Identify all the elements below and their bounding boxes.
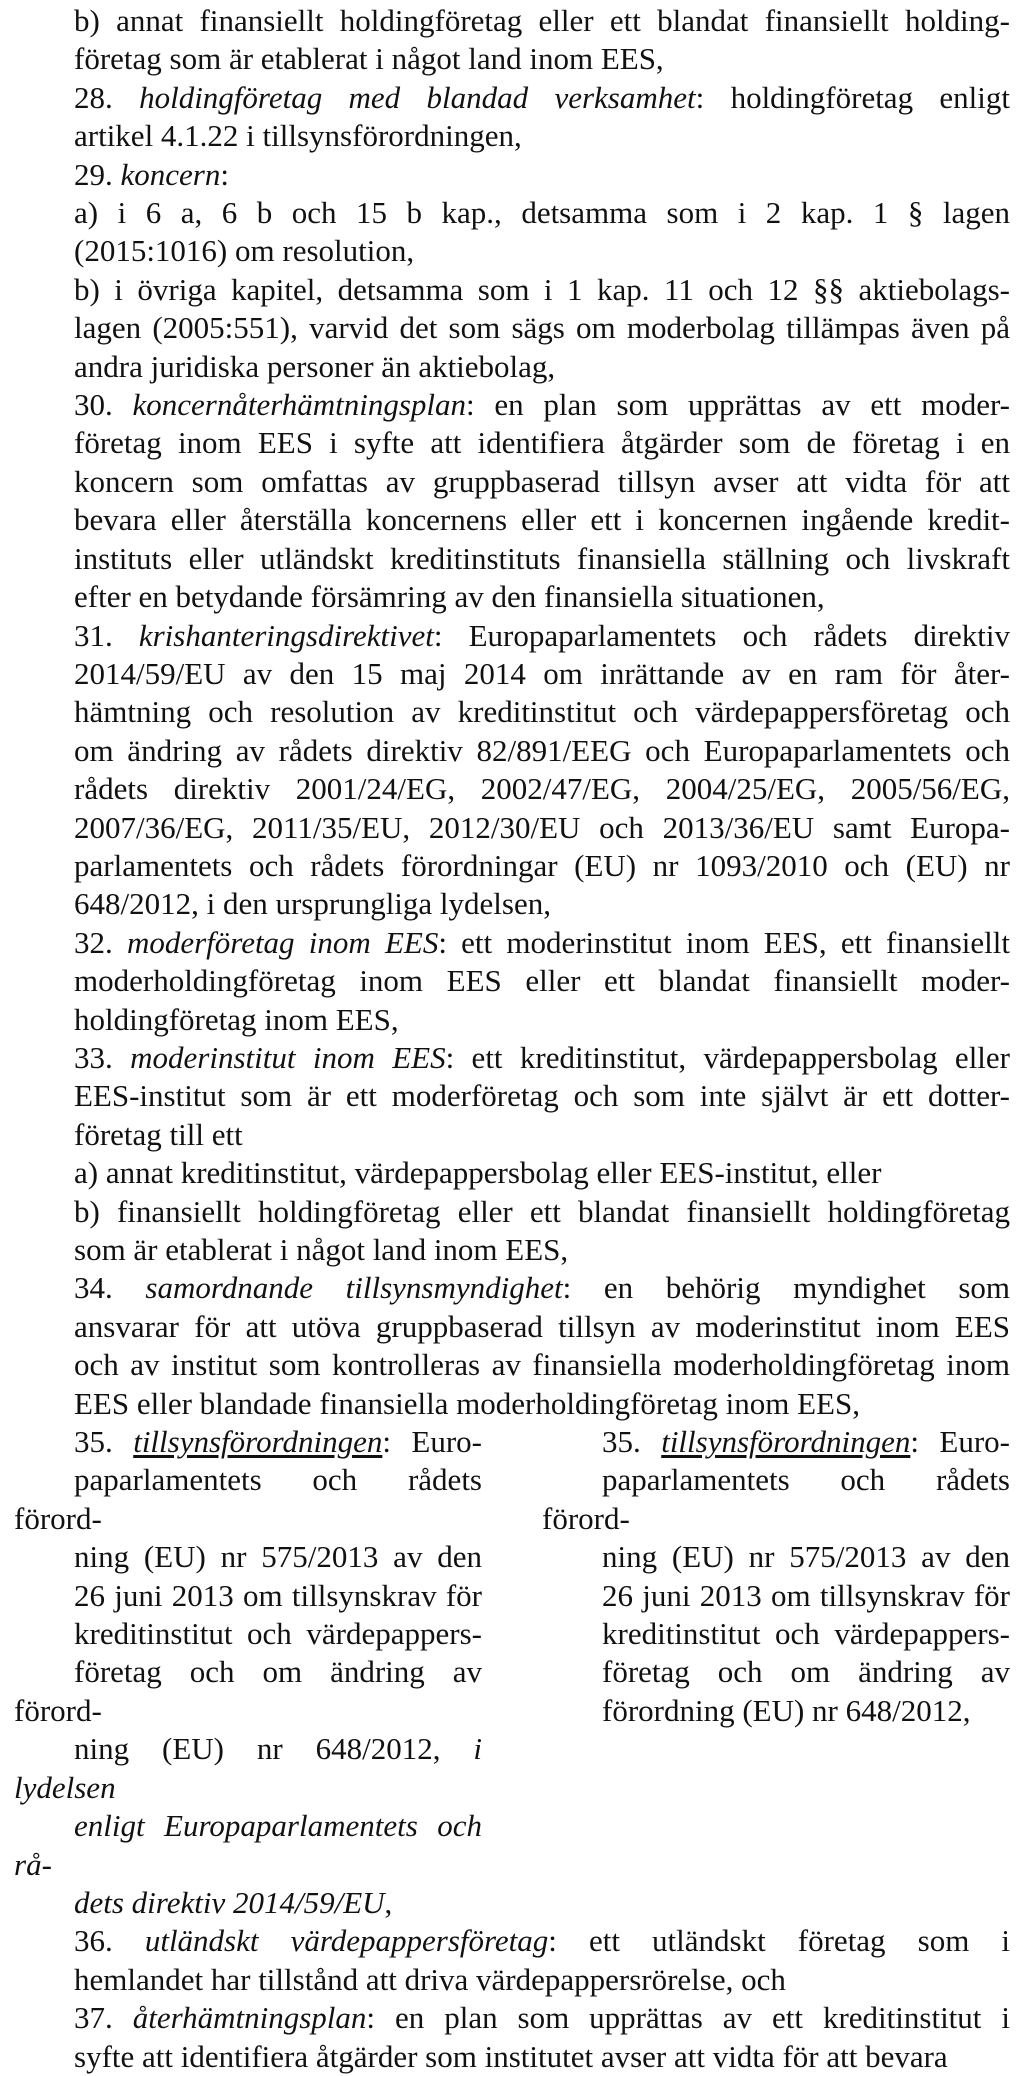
- text-line: förordning (EU) nr 648/2012,: [602, 1692, 971, 1728]
- text-line: b) annat finansiellt holdingföretag eller ett blandat finansiellt holding-: [74, 3, 1010, 38]
- text-line: ning (EU) nr 575/2013 av den: [74, 1539, 482, 1575]
- text-line: dets direktiv 2014/59/EU,: [74, 1884, 393, 1920]
- text-line: enligt Europaparlamentets och rå-: [14, 1808, 482, 1882]
- paragraph: [14, 1423, 482, 1922]
- text-line: företag till ett: [74, 1116, 243, 1152]
- paragraph: [14, 1193, 1010, 1270]
- paragraph: [14, 1039, 1010, 1154]
- text-line: holdingföretag inom EES,: [74, 1001, 399, 1037]
- text-line: paparlamentets och rådets förord-: [14, 1462, 482, 1536]
- proposed-wording-column: [542, 1423, 1010, 1922]
- paragraph: [14, 156, 1010, 194]
- text-line: b) i övriga kapitel, detsamma som i 1 kap. 11 och 12 §§ aktiebolags-: [74, 271, 1010, 307]
- text-line: 37. återhämtningsplan: en plan som upprättas av ett kreditinstitut i: [74, 2000, 1010, 2036]
- paragraph: [14, 386, 1010, 616]
- text-line: EES eller blandade finansiella moderholdingföretag inom EES,: [74, 1385, 860, 1421]
- text-line: och av institut som kontrolleras av finansiella moderholdingföretag inom: [74, 1347, 1010, 1383]
- text-line: parlamentets och rådets förordningar (EU) nr 1093/2010 och (EU) nr: [74, 847, 1010, 883]
- text-line: 2014/59/EU av den 15 maj 2014 om inrättande av en ram för åter-: [74, 655, 1010, 691]
- text-line: hemlandet har tillstånd att driva värdepappersrörelse, och: [74, 1961, 786, 1997]
- paragraph: [14, 194, 1010, 271]
- paragraph: [14, 2, 1010, 79]
- text-line: b) finansiellt holdingföretag eller ett blandat finansiellt holdingföretag: [74, 1193, 1010, 1229]
- text-line: 35. tillsynsförordningen: Euro-: [74, 1424, 482, 1460]
- text-line: syfte att identifiera åtgärder som institutet avser att vidta för att bevara: [74, 2038, 948, 2074]
- text-line: 648/2012, i den ursprungliga lydelsen,: [74, 886, 551, 922]
- text-line: ansvarar för att utöva gruppbaserad tillsyn av moderinstitut inom EES: [74, 1308, 1010, 1344]
- text-line: bevara eller återställa koncernens eller ett i koncernen ingående kredit-: [74, 502, 1010, 538]
- text-line: instituts eller utländskt kreditinstituts finansiella ställning och livskraft: [74, 540, 1010, 576]
- provision-list: [14, 2, 1010, 1423]
- text-line: 28. holdingföretag med blandad verksamhet: holdingföretag enligt: [74, 79, 1010, 115]
- paragraph: [14, 1999, 1010, 2076]
- text-line: EES-institut som är ett moderföretag och som inte självt är ett dotter-: [74, 1078, 1010, 1114]
- provision-list-continued: [14, 1922, 1010, 2076]
- paragraph: [14, 924, 1010, 1039]
- text-line: ning (EU) nr 648/2012, i lydelsen: [14, 1731, 482, 1805]
- paragraph: [14, 1154, 1010, 1192]
- text-line: om ändring av rådets direktiv 82/891/EEG och Europaparlamentets och: [74, 732, 1010, 768]
- comparison-columns: [14, 1423, 1010, 1922]
- text-line: företag och om ändring av: [602, 1654, 1010, 1690]
- text-line: 31. krishanteringsdirektivet: Europaparlamentets och rådets direktiv: [74, 617, 1010, 653]
- text-line: a) annat kreditinstitut, värdepappersbolag eller EES-institut, eller: [74, 1155, 882, 1191]
- paragraph: [542, 1423, 1010, 1730]
- text-line: koncern som omfattas av gruppbaserad tillsyn avser att vidta för att: [74, 463, 1010, 499]
- text-line: 36. utländskt värdepappersföretag: ett utländskt företag som i: [74, 1923, 1011, 1959]
- text-line: paparlamentets och rådets förord-: [542, 1462, 1010, 1536]
- paragraph: [14, 271, 1010, 386]
- text-line: (2015:1016) om resolution,: [74, 233, 415, 269]
- text-line: företag inom EES i syfte att identifiera åtgärder som de företag i en: [74, 425, 1010, 461]
- text-line: ning (EU) nr 575/2013 av den: [602, 1539, 1010, 1575]
- paragraph: [14, 79, 1010, 156]
- text-line: lagen (2005:551), varvid det som sägs om moderbolag tillämpas även på: [74, 310, 1010, 346]
- text-line: 34. samordnande tillsynsmyndighet: en behörig myndighet som: [74, 1270, 1011, 1306]
- text-line: efter en betydande försämring av den finansiella situationen,: [74, 579, 825, 615]
- paragraph: [14, 617, 1010, 924]
- text-line: artikel 4.1.22 i tillsynsförordningen,: [74, 118, 522, 154]
- text-line: moderholdingföretag inom EES eller ett blandat finansiellt moder-: [74, 963, 1010, 999]
- text-line: företag som är etablerat i något land inom EES,: [74, 41, 664, 77]
- text-line: 26 juni 2013 om tillsynskrav för: [602, 1577, 1010, 1613]
- text-line: 26 juni 2013 om tillsynskrav för: [74, 1577, 482, 1613]
- text-line: andra juridiska personer än aktiebolag,: [74, 348, 556, 384]
- text-line: företag och om ändring av förord-: [14, 1654, 482, 1728]
- text-line: 35. tillsynsförordningen: Euro-: [602, 1424, 1010, 1460]
- paragraph: [14, 1269, 1010, 1423]
- text-line: 32. moderföretag inom EES: ett moderinstitut inom EES, ett finansiellt: [74, 924, 1011, 960]
- text-line: 2007/36/EG, 2011/35/EU, 2012/30/EU och 2013/36/EU samt Europa-: [74, 809, 1010, 845]
- text-line: som är etablerat i något land inom EES,: [74, 1232, 569, 1267]
- text-line: a) i 6 a, 6 b och 15 b kap., detsamma som i 2 kap. 1 § lagen: [74, 195, 1010, 231]
- text-line: 30. koncernåterhämtningsplan: en plan som upprättas av ett moder-: [74, 387, 1011, 423]
- text-line: 29. koncern:: [74, 156, 229, 192]
- text-line: hämtning och resolution av kreditinstitut och värdepappersföretag och: [74, 694, 1010, 730]
- text-line: rådets direktiv 2001/24/EG, 2002/47/EG, 2004/25/EG, 2005/56/EG,: [74, 771, 1010, 807]
- text-line: kreditinstitut och värdepappers-: [74, 1616, 482, 1652]
- text-line: 33. moderinstitut inom EES: ett kreditinstitut, värdepappersbolag eller: [74, 1039, 1011, 1075]
- current-wording-column: [14, 1423, 482, 1922]
- text-line: kreditinstitut och värdepappers-: [602, 1616, 1010, 1652]
